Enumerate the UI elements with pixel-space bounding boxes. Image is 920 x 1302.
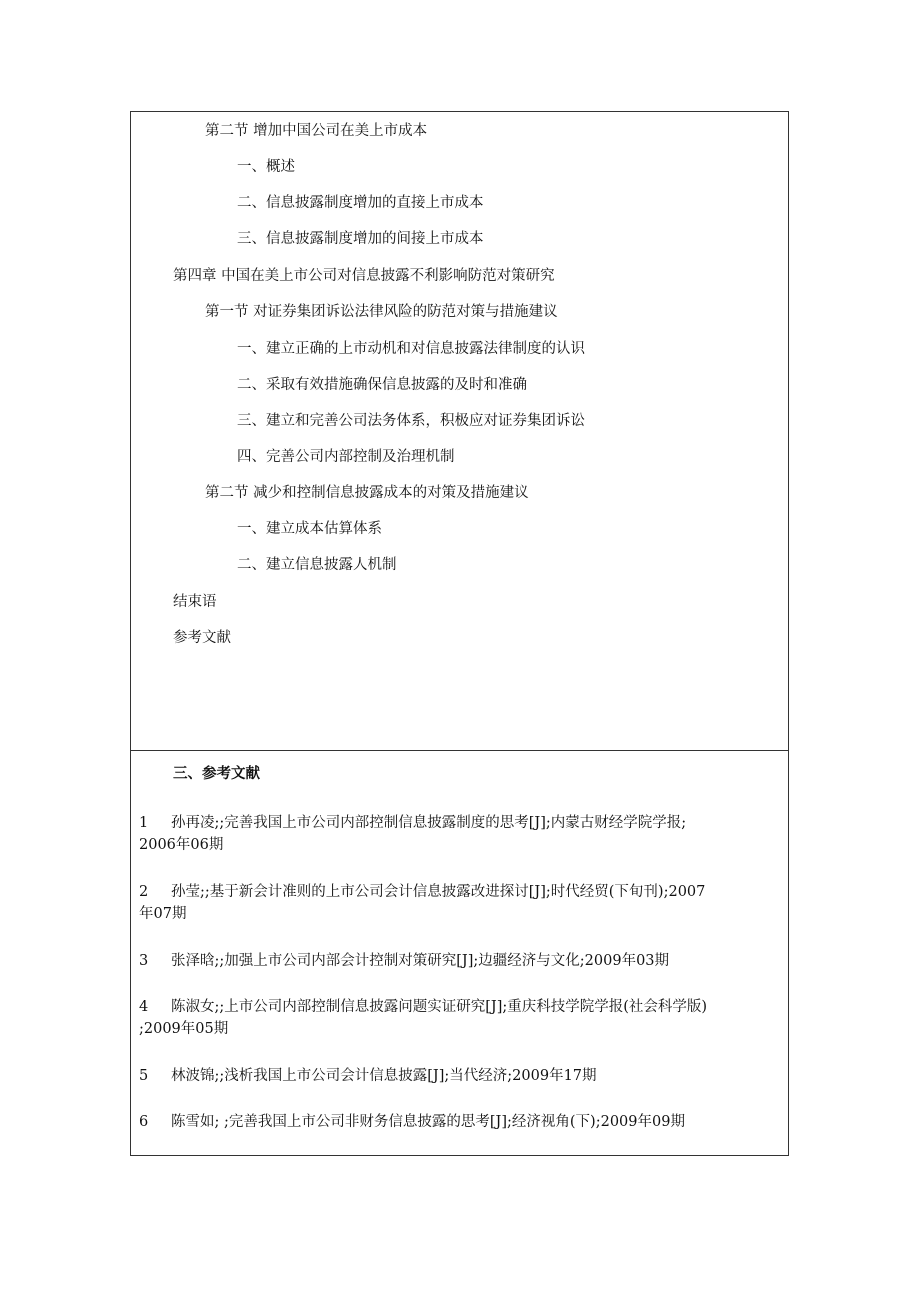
reference-number: 4 xyxy=(139,999,149,1015)
reference-text-continued: 2006年06期 xyxy=(139,837,224,853)
outline-entry: 第二节 增加中国公司在美上市成本 xyxy=(205,123,428,139)
reference-text: 张泽晗;;加强上市公司内部会计控制对策研究[J];边疆经济与文化;2009年03期 xyxy=(171,953,670,969)
outline-entry: 一、建立正确的上市动机和对信息披露法律制度的认识 xyxy=(237,341,585,357)
reference-text-continued: ;2009年05期 xyxy=(139,1021,229,1037)
outline-entry: 三、信息披露制度增加的间接上市成本 xyxy=(237,231,484,247)
reference-text: 孙莹;;基于新会计准则的上市公司会计信息披露改进探讨[J];时代经贸(下旬刊);2007 xyxy=(171,884,706,900)
outline-entry: 第一节 对证券集团诉讼法律风险的防范对策与措施建议 xyxy=(205,304,558,320)
reference-item xyxy=(139,996,787,1040)
reference-item xyxy=(139,1111,787,1133)
references-heading: 三、参考文献 xyxy=(173,765,260,782)
reference-number: 6 xyxy=(139,1114,149,1130)
reference-number: 2 xyxy=(139,884,149,900)
reference-item xyxy=(139,1065,787,1087)
outline-entry: 二、建立信息披露人机制 xyxy=(237,557,397,573)
outline-entry: 四、完善公司内部控制及治理机制 xyxy=(237,449,455,465)
outline-entry: 一、概述 xyxy=(237,159,295,175)
reference-item xyxy=(139,950,787,972)
reference-text-continued: 年07期 xyxy=(139,906,187,922)
reference-text: 陈雪如; ;完善我国上市公司非财务信息披露的思考[J];经济视角(下);2009年09期 xyxy=(171,1114,685,1130)
outline-entry: 二、信息披露制度增加的直接上市成本 xyxy=(237,195,484,211)
outline-entry: 一、建立成本估算体系 xyxy=(237,521,382,537)
reference-number: 5 xyxy=(139,1068,149,1084)
outline-entry: 二、采取有效措施确保信息披露的及时和准确 xyxy=(237,377,527,393)
reference-number: 1 xyxy=(139,815,149,831)
document-table xyxy=(130,111,789,1156)
outline-entry: 第二节 减少和控制信息披露成本的对策及措施建议 xyxy=(205,485,529,501)
outline-entry: 三、建立和完善公司法务体系，积极应对证券集团诉讼 xyxy=(237,413,585,429)
reference-item xyxy=(139,812,787,856)
reference-text: 陈淑女;;上市公司内部控制信息披露问题实证研究[J];重庆科技学院学报(社会科学版) xyxy=(171,999,708,1015)
reference-item xyxy=(139,881,787,925)
outline-entry: 结束语 xyxy=(173,594,217,610)
outline-entry: 参考文献 xyxy=(173,630,231,646)
reference-text: 孙再凌;;完善我国上市公司内部控制信息披露制度的思考[J];内蒙古财经学院学报; xyxy=(171,815,687,831)
reference-text: 林波锦;;浅析我国上市公司会计信息披露[J];当代经济;2009年17期 xyxy=(171,1068,597,1084)
outline-entry: 第四章 中国在美上市公司对信息披露不利影响防范对策研究 xyxy=(173,268,555,284)
reference-number: 3 xyxy=(139,953,149,969)
table-divider xyxy=(131,750,788,751)
